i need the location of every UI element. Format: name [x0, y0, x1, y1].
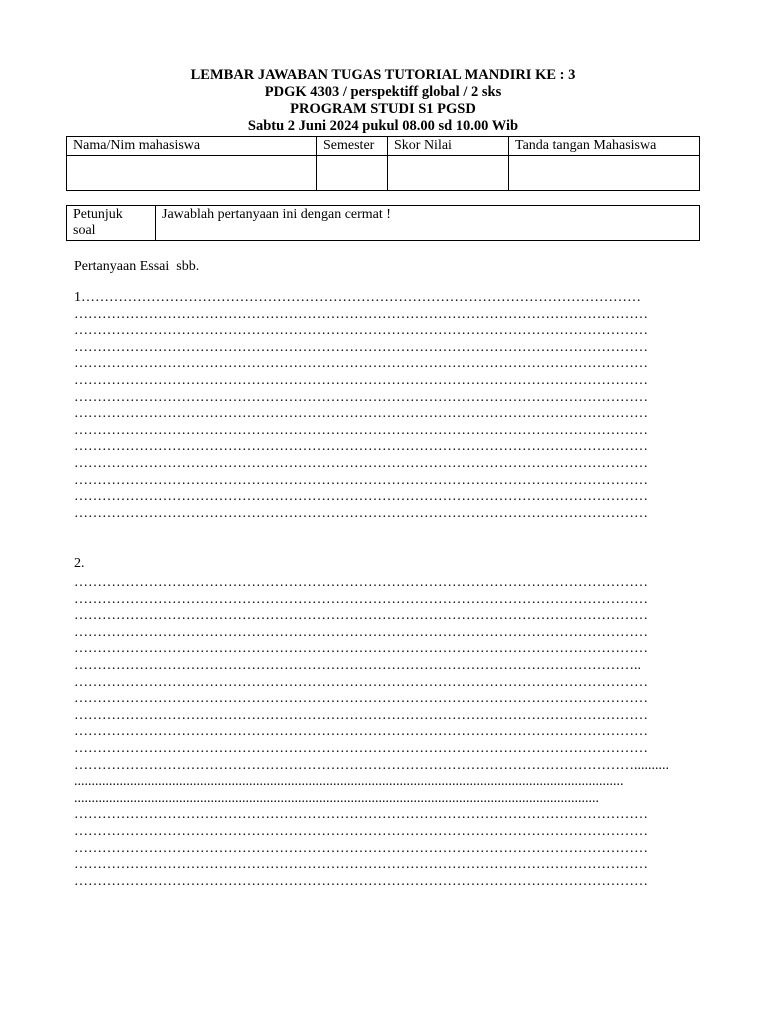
- identity-input-row: [67, 156, 700, 191]
- answer-line[interactable]: ……………………………………………………………………………………………………………: [74, 674, 648, 690]
- answer-line[interactable]: ……………………………………………………………………………………………………………: [74, 356, 648, 372]
- answer-line[interactable]: ……………………………………………………………………………………………………………: [74, 641, 648, 657]
- answer-line[interactable]: ……………………………………………………………………………………………………………: [74, 455, 648, 471]
- student-identity-table: [66, 136, 700, 191]
- answer-line[interactable]: ……………………………………………………………………………………………………………: [74, 740, 648, 756]
- question-2-number: 2.: [74, 556, 85, 571]
- answer-line[interactable]: …………………………………………………………………………………………………………..: [74, 657, 641, 673]
- question-2-answer-lines[interactable]: [74, 575, 700, 890]
- answer-line[interactable]: ……………………………………………………………………………………………………………: [74, 422, 648, 438]
- answer-line[interactable]: ……………………………………………………………………………………………………………: [74, 707, 648, 723]
- answer-line[interactable]: ……………………………………………………………………………………………………………: [74, 857, 648, 873]
- answer-line[interactable]: ……………………………………………………………………………………………………………: [74, 323, 648, 339]
- answer-line[interactable]: ……………………………………………………………………………………………………………: [74, 406, 648, 422]
- identity-header-row: [67, 137, 700, 156]
- answer-line[interactable]: ……………………………………………………………………………………………………………: [74, 472, 648, 488]
- answer-line[interactable]: ……………………………………………………………………………………………………………: [74, 724, 648, 740]
- instructions-row: [67, 206, 700, 241]
- answer-line[interactable]: 1…………………………………………………………………………………………………………: [74, 290, 641, 305]
- header-schedule: Sabtu 2 Juni 2024 pukul 08.00 sd 10.00 Wib: [247, 118, 519, 134]
- answer-line[interactable]: ……………………………………………………………………………………………………………: [74, 840, 648, 856]
- header-program: PROGRAM STUDI S1 PGSD: [290, 101, 476, 117]
- answer-line[interactable]: ……………………………………………………………………………………………………………: [74, 439, 648, 455]
- instructions-text: Jawablah pertanyaan ini dengan cermat !: [156, 206, 700, 241]
- question-1-answer-lines[interactable]: [74, 290, 700, 522]
- document-header: [66, 67, 700, 135]
- signature-field[interactable]: [509, 156, 700, 191]
- answer-line[interactable]: ……………………………………………………………………………………………………………: [74, 339, 648, 355]
- answer-line[interactable]: ……………………………………………………………………………………………………………: [74, 306, 648, 322]
- header-title: LEMBAR JAWABAN TUGAS TUTORIAL MANDIRI KE : 3: [190, 67, 576, 83]
- section-title: Pertanyaan Essai sbb.: [74, 259, 200, 274]
- answer-line[interactable]: ……………………………………………………………………………………………………………: [74, 389, 648, 405]
- score-field[interactable]: [388, 156, 509, 191]
- answer-line[interactable]: ……………………………………………………………………………………………………………: [74, 624, 648, 640]
- answer-line[interactable]: …………………………………………………………………………………………………………..........: [74, 757, 669, 773]
- semester-field[interactable]: [317, 156, 388, 191]
- answer-line[interactable]: ……………………………………………………………………………………………………………: [74, 591, 648, 607]
- answer-line[interactable]: ……………………………………………………………………………………………………………: [74, 608, 648, 624]
- header-course: PDGK 4303 / perspektiff global / 2 sks: [264, 84, 502, 100]
- score-header: Skor Nilai: [388, 137, 509, 156]
- name-nim-field[interactable]: [67, 156, 317, 191]
- answer-line[interactable]: ……………………………………………………………………………………………………………: [74, 807, 648, 823]
- instructions-label: Petunjuk soal: [67, 206, 156, 241]
- answer-line[interactable]: ……………………………………………………………………………………………………………: [74, 691, 648, 707]
- semester-header: Semester: [317, 137, 388, 156]
- answer-line[interactable]: ......................................................................................................................................................: [74, 790, 599, 806]
- answer-line[interactable]: ……………………………………………………………………………………………………………: [74, 873, 648, 889]
- answer-line[interactable]: ……………………………………………………………………………………………………………: [74, 372, 648, 388]
- instructions-table: [66, 205, 700, 241]
- signature-header: Tanda tangan Mahasiswa: [509, 137, 700, 156]
- answer-line[interactable]: .............................................................................................................................................................: [74, 774, 624, 790]
- answer-line[interactable]: ……………………………………………………………………………………………………………: [74, 505, 648, 521]
- name-nim-header: Nama/Nim mahasiswa: [67, 137, 317, 156]
- answer-line[interactable]: ……………………………………………………………………………………………………………: [74, 823, 648, 839]
- answer-line[interactable]: ……………………………………………………………………………………………………………: [74, 575, 648, 590]
- answer-line[interactable]: ……………………………………………………………………………………………………………: [74, 489, 648, 505]
